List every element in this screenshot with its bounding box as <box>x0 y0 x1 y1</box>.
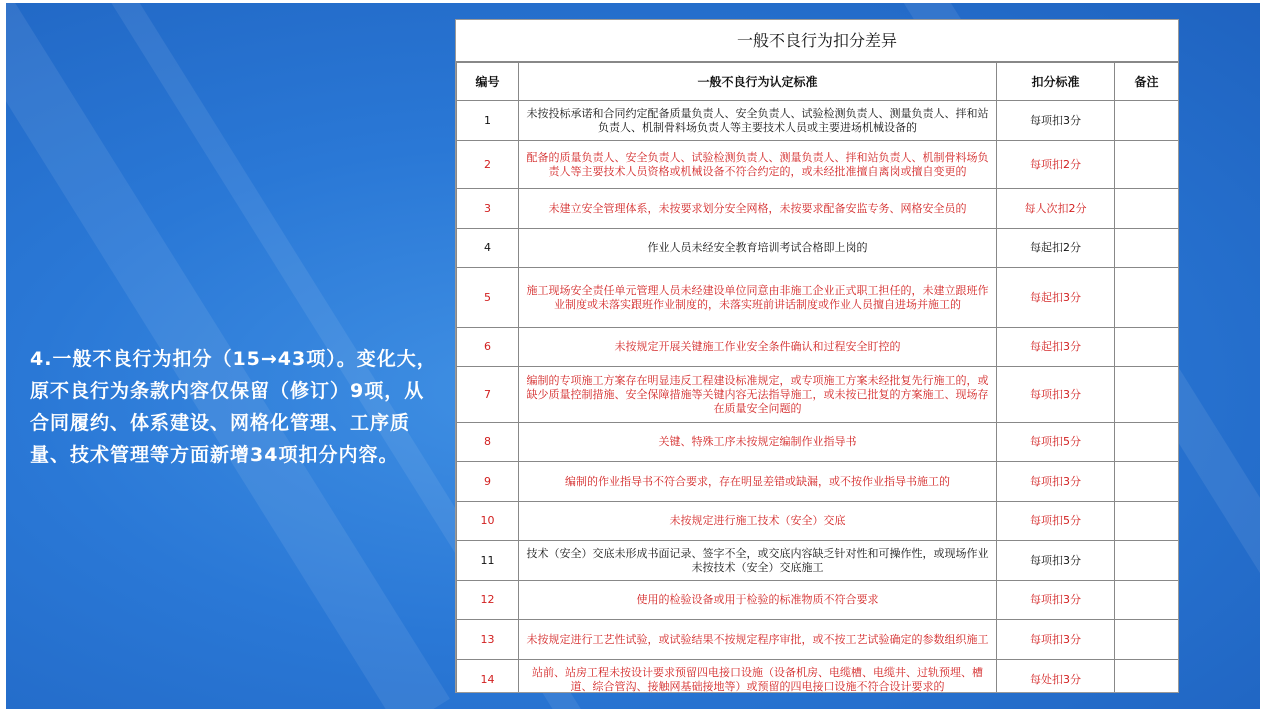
row-standard <box>519 229 997 268</box>
row-deduction: 每人次扣2分 <box>997 189 1115 229</box>
row-standard-text: 未按投标承诺和合同约定配备质量负责人、安全负责人、试验检测负责人、测量负责人、拌和站负责人、机制骨料场负责人等主要技术人员或主要进场机械设备的 <box>526 106 989 134</box>
row-note <box>1115 620 1179 660</box>
row-note <box>1115 101 1179 141</box>
row-standard <box>519 328 997 367</box>
row-standard-text: 未按规定进行工艺性试验，或试验结果不按规定程序审批，或不按工艺试验确定的参数组织施工 <box>526 632 989 646</box>
row-number: 2 <box>457 141 519 189</box>
row-note <box>1115 268 1179 328</box>
header-deduction: 扣分标准 <box>997 63 1115 101</box>
row-standard <box>519 268 997 328</box>
row-note <box>1115 189 1179 229</box>
row-standard <box>519 462 997 502</box>
table-row <box>457 541 1179 581</box>
row-number: 4 <box>457 229 519 268</box>
row-standard-text: 未按规定进行施工技术（安全）交底 <box>669 514 846 527</box>
row-deduction: 每起扣3分 <box>997 268 1115 328</box>
row-note <box>1115 581 1179 620</box>
table-row <box>457 367 1179 423</box>
row-number: 8 <box>457 423 519 462</box>
table-row <box>457 189 1179 229</box>
row-note <box>1115 141 1179 189</box>
row-standard <box>519 581 997 620</box>
row-note <box>1115 328 1179 367</box>
row-number: 5 <box>457 268 519 328</box>
row-standard <box>519 367 997 423</box>
table-row <box>457 660 1179 694</box>
table-title: 一般不良行为扣分差异 <box>456 20 1178 62</box>
row-standard-text: 施工现场安全责任单元管理人员未经建设单位同意由非施工企业正式职工担任的，未建立跟班作业制度或未落实跟班作业制度的，未落实班前讲话制度或作业人员擅自进场并施工的 <box>526 283 989 311</box>
row-deduction: 每项扣3分 <box>997 462 1115 502</box>
row-standard-text: 配备的质量负责人、安全负责人、试验检测负责人、测量负责人、拌和站负责人、机制骨料场负责人等主要技术人员资格或机械设备不符合约定的，或未经批准擅自离岗或擅自变更的 <box>526 150 989 178</box>
row-standard <box>519 101 997 141</box>
row-standard <box>519 141 997 189</box>
row-deduction: 每起扣2分 <box>997 229 1115 268</box>
row-standard <box>519 541 997 581</box>
row-number: 11 <box>457 541 519 581</box>
summary-text: 4.一般不良行为扣分（15→43项）。变化大，原不良行为条款内容仅保留（修订）9项，从合同履约、体系建设、网格化管理、工序质量、技术管理等方面新增34项扣分内容。 <box>30 348 437 466</box>
header-no: 编号 <box>457 63 519 101</box>
row-standard-text: 未按规定开展关键施工作业安全条件确认和过程安全盯控的 <box>614 340 901 353</box>
table-row <box>457 328 1179 367</box>
row-number: 3 <box>457 189 519 229</box>
row-deduction: 每项扣5分 <box>997 423 1115 462</box>
table-row <box>457 581 1179 620</box>
row-deduction: 每处扣3分 <box>997 660 1115 694</box>
row-deduction: 每项扣3分 <box>997 541 1115 581</box>
row-note <box>1115 541 1179 581</box>
table-row <box>457 502 1179 541</box>
row-standard-text: 技术（安全）交底未形成书面记录、签字不全，或交底内容缺乏针对性和可操作性，或现场作业未按技术（安全）交底施工 <box>526 546 989 574</box>
row-number: 14 <box>457 660 519 694</box>
row-deduction: 每起扣3分 <box>997 328 1115 367</box>
deduction-table <box>456 62 1179 693</box>
table-row <box>457 101 1179 141</box>
row-standard <box>519 660 997 694</box>
row-note <box>1115 462 1179 502</box>
row-deduction: 每项扣5分 <box>997 502 1115 541</box>
row-standard <box>519 620 997 660</box>
row-deduction: 每项扣3分 <box>997 581 1115 620</box>
row-standard-text: 站前、站房工程未按设计要求预留四电接口设施（设备机房、电缆槽、电缆井、过轨预埋、槽道、综合管沟、接触网基础接地等）或预留的四电接口设施不符合设计要求的 <box>532 665 983 693</box>
row-deduction: 每项扣3分 <box>997 367 1115 423</box>
table-row <box>457 229 1179 268</box>
row-deduction: 每项扣2分 <box>997 141 1115 189</box>
row-standard-text: 使用的检验设备或用于检验的标准物质不符合要求 <box>636 593 879 606</box>
header-note: 备注 <box>1115 63 1179 101</box>
row-number: 12 <box>457 581 519 620</box>
row-number: 6 <box>457 328 519 367</box>
row-standard <box>519 423 997 462</box>
table-row <box>457 423 1179 462</box>
table-row <box>457 268 1179 328</box>
row-number: 9 <box>457 462 519 502</box>
table-row <box>457 141 1179 189</box>
row-standard-text: 未建立安全管理体系，未按要求划分安全网格，未按要求配备安监专务、网格安全员的 <box>548 201 967 215</box>
table-row <box>457 620 1179 660</box>
row-number: 13 <box>457 620 519 660</box>
row-note <box>1115 423 1179 462</box>
row-number: 1 <box>457 101 519 141</box>
row-standard-text: 关键、特殊工序未按规定编制作业指导书 <box>658 435 857 448</box>
row-standard <box>519 189 997 229</box>
row-standard-text: 编制的专项施工方案存在明显违反工程建设标准规定，或专项施工方案未经批复先行施工的，或缺少质量控制措施、安全保障措施等关键内容无法指导施工，或未按已批复的方案施工、现场存在质量安全问题的 <box>526 373 989 415</box>
header-standard: 一般不良行为认定标准 <box>519 63 997 101</box>
row-note <box>1115 367 1179 423</box>
table-header-row <box>457 63 1179 101</box>
row-standard-text: 作业人员未经安全教育培训考试合格即上岗的 <box>647 241 868 254</box>
row-deduction: 每项扣3分 <box>997 620 1115 660</box>
row-number: 10 <box>457 502 519 541</box>
row-note <box>1115 502 1179 541</box>
row-note <box>1115 660 1179 694</box>
deduction-table-panel <box>455 19 1179 693</box>
row-note <box>1115 229 1179 268</box>
row-standard <box>519 502 997 541</box>
row-deduction: 每项扣3分 <box>997 101 1115 141</box>
row-number: 7 <box>457 367 519 423</box>
table-body <box>457 101 1179 694</box>
row-standard-text: 编制的作业指导书不符合要求，存在明显差错或缺漏，或不按作业指导书施工的 <box>565 474 950 488</box>
table-row <box>457 462 1179 502</box>
